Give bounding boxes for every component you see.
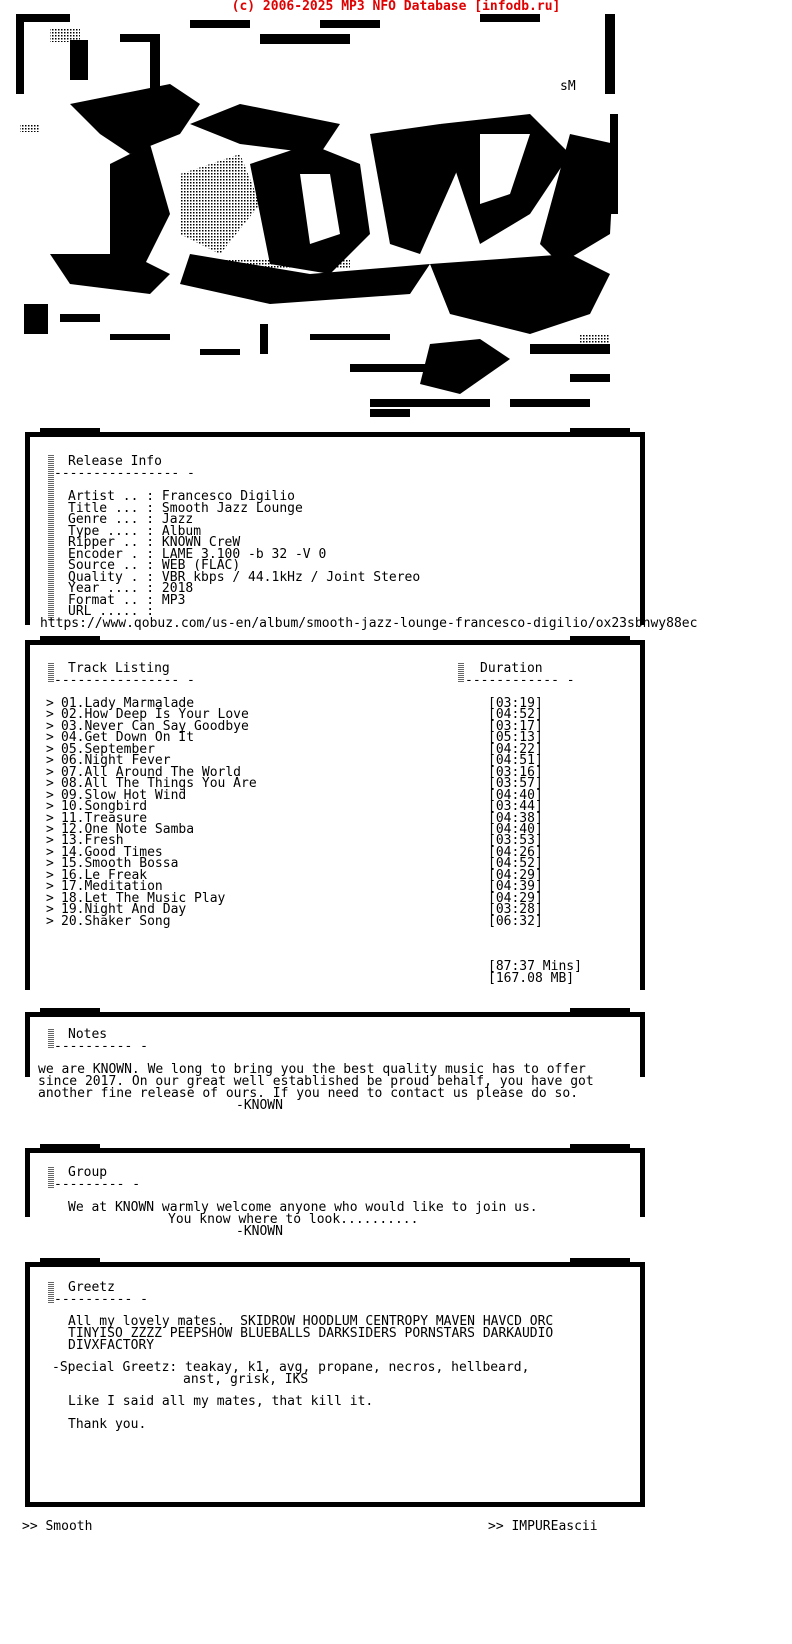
release-field-value: VBR kbps / 44.1kHz / Joint Stereo bbox=[161, 569, 421, 585]
track-duration: [03:17] bbox=[488, 718, 543, 734]
release-field-value: MP3 bbox=[161, 592, 186, 608]
greetz-underline: ---------- - bbox=[54, 1292, 148, 1307]
track-name: 12.One Note Samba bbox=[61, 821, 195, 837]
copyright-banner: (c) 2006-2025 MP3 NFO Database [infodb.ru] bbox=[231, 0, 561, 14]
group-signature: -KNOWN bbox=[236, 1224, 283, 1239]
total-time: [87:37 Mins] bbox=[488, 959, 582, 974]
track-arrow-icon: > bbox=[46, 867, 54, 883]
release-field-value: Smooth Jazz Lounge bbox=[161, 500, 303, 516]
greetz-special: -Special Greetz: teakay, k1, avg, propane, necros, hellbeard, bbox=[52, 1360, 530, 1375]
footer-left: >> Smooth bbox=[22, 1519, 93, 1534]
group-title: Group bbox=[68, 1165, 108, 1180]
track-name: 19.Night And Day bbox=[61, 902, 187, 918]
ascii-logo bbox=[10, 14, 660, 454]
track-arrow-icon: > bbox=[46, 844, 54, 860]
greetz-line-1: All my lovely mates. SKIDROW HOODLUM CENTROPY MAVEN HAVCD ORC bbox=[68, 1314, 554, 1329]
release-field-label: Artist .. : bbox=[68, 489, 155, 504]
release-info-title: Release Info bbox=[68, 454, 162, 469]
release-field-label: Year .... : bbox=[68, 581, 155, 596]
release-field-label: Type .... : bbox=[68, 523, 155, 539]
track-name: 03.Never Can Say Goodbye bbox=[61, 718, 249, 734]
release-field-value: KNOWN CreW bbox=[161, 535, 241, 550]
release-field-value: 2018 bbox=[161, 581, 194, 596]
track-name: 05.September bbox=[61, 741, 155, 757]
notes-line-2: since 2017. On our great well established be proud behalf, you have got bbox=[38, 1074, 594, 1089]
notes-title: Notes bbox=[68, 1027, 108, 1042]
track-arrow-icon: > bbox=[46, 821, 54, 837]
track-duration: [05:13] bbox=[488, 730, 543, 746]
release-field-label: Quality . : bbox=[68, 569, 155, 585]
greetz-thanks: Thank you. bbox=[68, 1417, 147, 1432]
track-duration: [04:29] bbox=[488, 890, 543, 906]
group-line-2: You know where to look.......... bbox=[168, 1212, 419, 1227]
track-name: 07.All Around The World bbox=[61, 764, 242, 780]
track-name: 14.Good Times bbox=[61, 844, 163, 860]
notes-signature: -KNOWN bbox=[236, 1098, 283, 1113]
track-duration: [04:26] bbox=[488, 844, 543, 860]
track-name: 09.Slow Hot Wind bbox=[61, 787, 187, 803]
track-arrow-icon: > bbox=[46, 890, 54, 906]
release-field-label: Title ... : bbox=[68, 500, 155, 516]
release-info-underline: ---------------- - bbox=[54, 466, 195, 481]
track-duration: [03:53] bbox=[488, 833, 543, 849]
duration-title: Duration bbox=[480, 661, 543, 676]
track-name: 01.Lady Marmalade bbox=[61, 696, 195, 711]
track-arrow-icon: > bbox=[46, 787, 54, 803]
track-name: 04.Get Down On It bbox=[61, 730, 195, 746]
track-duration: [03:19] bbox=[488, 696, 543, 711]
release-field-label: Encoder . : bbox=[68, 546, 155, 562]
greetz-line-3: DIVXFACTORY bbox=[68, 1338, 155, 1353]
group-line-1: We at KNOWN warmly welcome anyone who would like to join us. bbox=[68, 1200, 538, 1215]
release-url[interactable]: https://www.qobuz.com/us-en/album/smooth-jazz-lounge-francesco-digilio/ox23sbnwy88ec bbox=[40, 616, 698, 631]
track-duration: [03:16] bbox=[488, 764, 543, 780]
track-name: 11.Treasure bbox=[61, 810, 148, 826]
release-field-value: Album bbox=[161, 523, 202, 539]
release-field-value: Jazz bbox=[161, 512, 194, 527]
release-field-value: LAME 3.100 -b 32 -V 0 bbox=[161, 546, 327, 562]
track-duration: [06:32] bbox=[488, 913, 543, 929]
track-arrow-icon: > bbox=[46, 718, 54, 734]
track-arrow-icon: > bbox=[46, 776, 54, 792]
track-name: 08.All The Things You Are bbox=[61, 776, 257, 792]
track-arrow-icon: > bbox=[46, 753, 54, 769]
track-arrow-icon: > bbox=[46, 879, 54, 895]
track-arrow-icon: > bbox=[46, 696, 54, 711]
logo-signature: sM bbox=[560, 79, 576, 94]
track-duration: [04:52] bbox=[488, 707, 543, 723]
greetz-special-2: anst, grisk, IKS bbox=[183, 1372, 309, 1387]
track-arrow-icon: > bbox=[46, 913, 54, 929]
track-duration: [04:52] bbox=[488, 856, 543, 872]
track-duration: [03:44] bbox=[488, 799, 543, 815]
track-name: 20.Shaker Song bbox=[61, 913, 171, 929]
footer-right: >> IMPUREascii bbox=[488, 1519, 598, 1534]
release-field-label: Format .. : bbox=[68, 592, 155, 608]
track-listing-title: Track Listing bbox=[68, 661, 170, 676]
release-field-label: Ripper .. : bbox=[68, 535, 155, 550]
track-duration: [04:51] bbox=[488, 753, 543, 769]
track-duration: [03:28] bbox=[488, 902, 543, 918]
track-duration: [04:22] bbox=[488, 741, 543, 757]
track-arrow-icon: > bbox=[46, 902, 54, 918]
track-arrow-icon: > bbox=[46, 799, 54, 815]
duration-gutter bbox=[458, 662, 464, 682]
release-field-label: URL ..... : bbox=[68, 604, 155, 619]
track-name: 16.Le Freak bbox=[61, 867, 148, 883]
release-field-value: Francesco Digilio bbox=[161, 489, 295, 504]
track-name: 02.How Deep Is Your Love bbox=[61, 707, 249, 723]
greetz-line-2: TINYISO ZZZZ PEEPSHOW BLUEBALLS DARKSIDERS PORNSTARS DARKAUDIO bbox=[68, 1326, 554, 1341]
track-duration: [04:40] bbox=[488, 821, 543, 837]
track-listing-underline: ---------------- - bbox=[54, 673, 195, 688]
greetz-line-mates: Like I said all my mates, that kill it. bbox=[68, 1394, 374, 1409]
track-arrow-icon: > bbox=[46, 833, 54, 849]
track-duration: [04:38] bbox=[488, 810, 543, 826]
release-field-label: Genre ... : bbox=[68, 512, 155, 527]
total-size: [167.08 MB] bbox=[488, 971, 575, 986]
track-arrow-icon: > bbox=[46, 764, 54, 780]
track-arrow-icon: > bbox=[46, 730, 54, 746]
track-arrow-icon: > bbox=[46, 707, 54, 723]
track-name: 15.Smooth Bossa bbox=[61, 856, 179, 872]
track-arrow-icon: > bbox=[46, 741, 54, 757]
track-name: 06.Night Fever bbox=[61, 753, 171, 769]
notes-line-1: we are KNOWN. We long to bring you the best quality music has to offer bbox=[38, 1062, 586, 1077]
notes-underline: ---------- - bbox=[54, 1039, 148, 1054]
greetz-title: Greetz bbox=[68, 1280, 115, 1295]
track-name: 13.Fresh bbox=[61, 833, 124, 849]
track-name: 17.Meditation bbox=[61, 879, 163, 895]
track-duration: [04:40] bbox=[488, 787, 543, 803]
greetz-bottom-border bbox=[25, 1502, 645, 1507]
track-name: 10.Songbird bbox=[61, 799, 148, 815]
track-arrow-icon: > bbox=[46, 856, 54, 872]
track-duration: [03:57] bbox=[488, 776, 543, 792]
track-duration: [04:39] bbox=[488, 879, 543, 895]
track-name: 18.Let The Music Play bbox=[61, 890, 226, 906]
release-field-label: Source .. : bbox=[68, 558, 155, 573]
track-duration: [04:29] bbox=[488, 867, 543, 883]
track-arrow-icon: > bbox=[46, 810, 54, 826]
notes-line-3: another fine release of ours. If you need to contact us please do so. bbox=[38, 1086, 579, 1101]
release-field-value: WEB (FLAC) bbox=[161, 558, 241, 573]
group-underline: --------- - bbox=[54, 1177, 141, 1192]
duration-underline: ------------ - bbox=[465, 673, 575, 688]
